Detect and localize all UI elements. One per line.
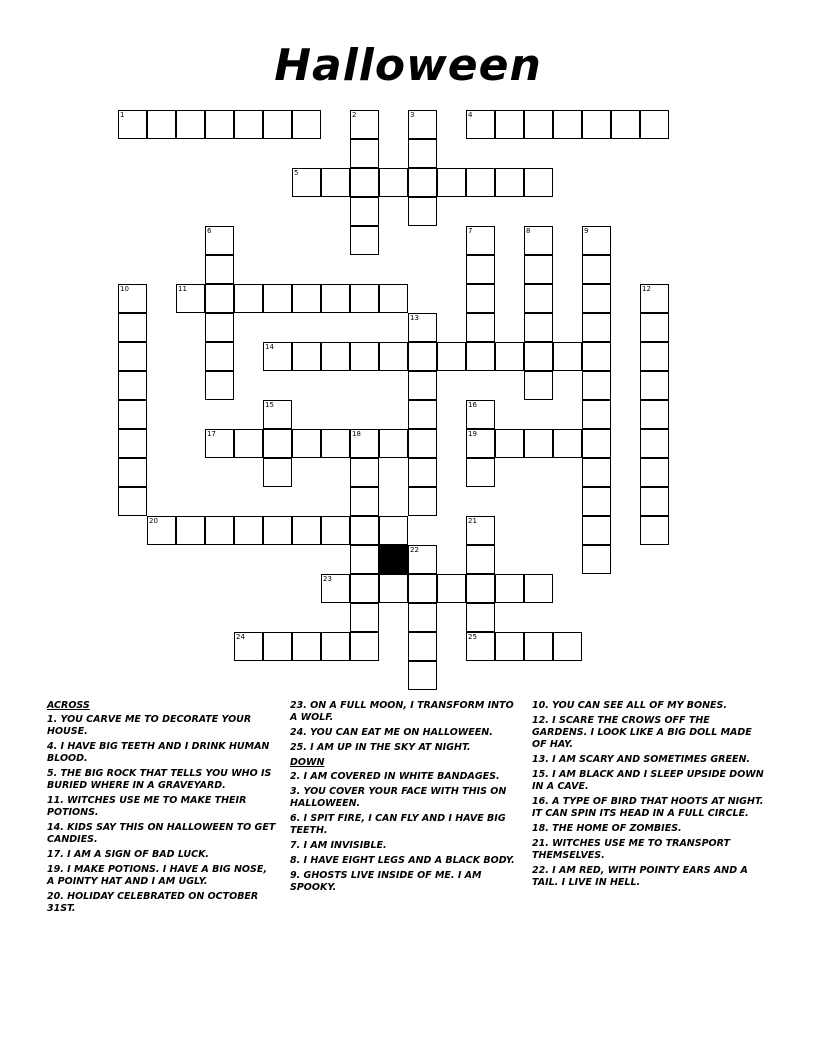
grid-cell[interactable] <box>640 313 669 342</box>
grid-cell[interactable] <box>350 168 379 197</box>
grid-cell[interactable] <box>205 110 234 139</box>
grid-cell[interactable] <box>553 632 582 661</box>
grid-cell[interactable] <box>408 342 437 371</box>
grid-cell[interactable] <box>582 371 611 400</box>
clue-number: 6 <box>207 227 212 235</box>
grid-cell[interactable] <box>553 110 582 139</box>
grid-cell[interactable] <box>263 632 292 661</box>
grid-cell[interactable] <box>350 487 379 516</box>
grid-cell[interactable] <box>495 574 524 603</box>
clue-item: 7. I AM INVISIBLE. <box>290 840 387 851</box>
grid-cell[interactable] <box>582 284 611 313</box>
grid-cell[interactable] <box>408 139 437 168</box>
grid-cell[interactable] <box>640 110 669 139</box>
grid-cell[interactable] <box>292 516 321 545</box>
clue-item: 18. THE HOME OF ZOMBIES. <box>532 823 682 834</box>
clues-column-2 <box>290 700 520 897</box>
clue-item: 10. YOU CAN SEE ALL OF MY BONES. <box>532 700 727 711</box>
grid-cell[interactable] <box>524 284 553 313</box>
grid-cell[interactable] <box>263 458 292 487</box>
grid-cell[interactable] <box>234 110 263 139</box>
clues-column-1 <box>47 700 277 918</box>
grid-cell[interactable] <box>176 516 205 545</box>
grid-cell[interactable] <box>466 545 495 574</box>
grid-cell[interactable] <box>205 342 234 371</box>
clue-item: 1. YOU CARVE ME TO DECORATE YOUR HOUSE. <box>47 714 252 737</box>
grid-cell[interactable] <box>524 342 553 371</box>
clue-number: 17 <box>207 430 216 438</box>
grid-cell[interactable] <box>292 429 321 458</box>
clue-item: 11. WITCHES USE ME TO MAKE THEIR POTIONS. <box>47 795 247 818</box>
grid-cell[interactable] <box>350 342 379 371</box>
clue-item: 23. ON A FULL MOON, I TRANSFORM INTO A WOLF. <box>290 700 514 723</box>
clue-number: 3 <box>410 111 415 119</box>
grid-cell[interactable] <box>437 574 466 603</box>
grid-cell[interactable] <box>321 632 350 661</box>
grid-cell[interactable] <box>640 400 669 429</box>
grid-cell[interactable] <box>408 487 437 516</box>
clue-number: 10 <box>120 285 129 293</box>
grid-cell[interactable] <box>524 168 553 197</box>
grid-cell[interactable] <box>205 284 234 313</box>
clue-number: 4 <box>468 111 473 119</box>
clue-item: 9. GHOSTS LIVE INSIDE OF ME. I AM SPOOKY. <box>290 870 482 893</box>
grid-cell[interactable] <box>582 342 611 371</box>
grid-cell[interactable] <box>118 429 147 458</box>
clue-item: 24. YOU CAN EAT ME ON HALLOWEEN. <box>290 727 493 738</box>
grid-cell[interactable] <box>292 110 321 139</box>
grid-cell[interactable] <box>524 110 553 139</box>
grid-cell[interactable] <box>524 574 553 603</box>
grid-cell[interactable] <box>118 313 147 342</box>
grid-cell[interactable] <box>205 371 234 400</box>
across-clue-list-continued <box>290 700 520 754</box>
clue-number: 18 <box>352 430 361 438</box>
grid-cell[interactable] <box>437 342 466 371</box>
across-heading: ACROSS <box>47 700 90 711</box>
grid-cell[interactable] <box>495 429 524 458</box>
grid-cell[interactable] <box>321 342 350 371</box>
clue-number: 8 <box>526 227 531 235</box>
grid-cell[interactable] <box>640 458 669 487</box>
clue-number: 16 <box>468 401 477 409</box>
grid-cell[interactable] <box>553 429 582 458</box>
grid-cell[interactable] <box>495 632 524 661</box>
grid-cell[interactable] <box>292 284 321 313</box>
clue-number: 9 <box>584 227 589 235</box>
grid-cell[interactable] <box>437 168 466 197</box>
grid-cell[interactable] <box>350 632 379 661</box>
grid-cell[interactable] <box>640 429 669 458</box>
grid-cell[interactable] <box>350 226 379 255</box>
clue-number: 11 <box>178 285 187 293</box>
clue-item: 14. KIDS SAY THIS ON HALLOWEEN TO GET CANDIES. <box>47 822 276 845</box>
grid-cell[interactable] <box>292 342 321 371</box>
clues-column-3 <box>532 700 767 892</box>
grid-cell[interactable] <box>408 400 437 429</box>
grid-cell[interactable] <box>582 458 611 487</box>
clue-item: 12. I SCARE THE CROWS OFF THE GARDENS. I LOOK LIKE A BIG DOLL MADE OF HAY. <box>532 715 752 750</box>
grid-cell[interactable] <box>379 284 408 313</box>
clue-item: 4. I HAVE BIG TEETH AND I DRINK HUMAN BLOOD. <box>47 741 270 764</box>
grid-cell[interactable] <box>234 284 263 313</box>
grid-cell[interactable] <box>234 429 263 458</box>
grid-cell[interactable] <box>582 255 611 284</box>
grid-cell[interactable] <box>466 342 495 371</box>
clue-number: 20 <box>149 517 158 525</box>
clue-number: 5 <box>294 169 299 177</box>
grid-cell[interactable] <box>350 603 379 632</box>
grid-cell[interactable] <box>205 255 234 284</box>
grid-cell[interactable] <box>582 545 611 574</box>
clue-item: 8. I HAVE EIGHT LEGS AND A BLACK BODY. <box>290 855 515 866</box>
grid-cell[interactable] <box>408 458 437 487</box>
grid-cell[interactable] <box>321 429 350 458</box>
grid-cell[interactable] <box>118 487 147 516</box>
clue-number: 21 <box>468 517 477 525</box>
grid-cell[interactable] <box>466 284 495 313</box>
clue-number: 12 <box>642 285 651 293</box>
grid-cell[interactable] <box>321 284 350 313</box>
clue-number: 23 <box>323 575 332 583</box>
grid-cell[interactable] <box>524 255 553 284</box>
grid-cell[interactable] <box>408 429 437 458</box>
clue-item: 6. I SPIT FIRE, I CAN FLY AND I HAVE BIG TEETH. <box>290 813 506 836</box>
grid-cell[interactable] <box>379 574 408 603</box>
clue-item: 25. I AM UP IN THE SKY AT NIGHT. <box>290 742 471 753</box>
clue-item: 15. I AM BLACK AND I SLEEP UPSIDE DOWN IN A CAVE. <box>532 769 764 792</box>
grid-cell[interactable] <box>495 110 524 139</box>
clue-number: 2 <box>352 111 357 119</box>
clue-number: 15 <box>265 401 274 409</box>
grid-cell[interactable] <box>582 400 611 429</box>
clue-number: 22 <box>410 546 419 554</box>
grid-cell[interactable] <box>379 429 408 458</box>
grid-cell[interactable] <box>350 197 379 226</box>
clue-item: 16. A TYPE OF BIRD THAT HOOTS AT NIGHT. IT CAN SPIN ITS HEAD IN A FULL CIRCLE. <box>532 796 764 819</box>
grid-cell[interactable] <box>118 342 147 371</box>
across-clue-list <box>47 714 277 915</box>
grid-cell[interactable] <box>321 516 350 545</box>
grid-cell[interactable] <box>379 168 408 197</box>
grid-cell[interactable] <box>408 603 437 632</box>
clue-item: 3. YOU COVER YOUR FACE WITH THIS ON HALLOWEEN. <box>290 786 507 809</box>
grid-cell[interactable] <box>321 168 350 197</box>
clue-item: 19. I MAKE POTIONS. I HAVE A BIG NOSE, A POINTY HAT AND I AM UGLY. <box>47 864 267 887</box>
grid-cell[interactable] <box>408 632 437 661</box>
grid-cell[interactable] <box>408 168 437 197</box>
grid-cell[interactable] <box>350 516 379 545</box>
grid-cell[interactable] <box>263 284 292 313</box>
grid-cell[interactable] <box>263 429 292 458</box>
clue-number: 14 <box>265 343 274 351</box>
grid-cell[interactable] <box>118 371 147 400</box>
grid-cell[interactable] <box>466 603 495 632</box>
grid-cell[interactable] <box>466 458 495 487</box>
grid-cell[interactable] <box>466 168 495 197</box>
grid-cell[interactable] <box>263 516 292 545</box>
clue-item: 13. I AM SCARY AND SOMETIMES GREEN. <box>532 754 751 765</box>
clue-item: 17. I AM A SIGN OF BAD LUCK. <box>47 849 210 860</box>
grid-cell[interactable] <box>553 342 582 371</box>
grid-cell[interactable] <box>640 516 669 545</box>
grid-cell[interactable] <box>582 487 611 516</box>
grid-cell[interactable] <box>640 342 669 371</box>
grid-cell[interactable] <box>350 574 379 603</box>
grid-cell[interactable] <box>466 574 495 603</box>
grid-cell[interactable] <box>350 458 379 487</box>
grid-cell[interactable] <box>176 110 205 139</box>
grid-cell[interactable] <box>640 487 669 516</box>
page-title: Halloween <box>274 40 542 91</box>
grid-cell[interactable] <box>263 110 292 139</box>
grid-cell[interactable] <box>408 197 437 226</box>
down-heading: DOWN <box>290 757 325 768</box>
grid-cell[interactable] <box>495 342 524 371</box>
down-clue-list <box>290 771 520 894</box>
clue-number: 13 <box>410 314 419 322</box>
grid-cell[interactable] <box>524 313 553 342</box>
clue-number: 25 <box>468 633 477 641</box>
grid-cell[interactable] <box>582 516 611 545</box>
grid-cell[interactable] <box>640 371 669 400</box>
clue-number: 24 <box>236 633 245 641</box>
down-clue-list-continued <box>532 700 767 889</box>
grid-cell[interactable] <box>408 661 437 690</box>
grid-cell[interactable] <box>118 400 147 429</box>
grid-cell[interactable] <box>234 516 263 545</box>
clue-number: 19 <box>468 430 477 438</box>
grid-cell[interactable] <box>466 255 495 284</box>
grid-cell[interactable] <box>611 110 640 139</box>
grid-cell[interactable] <box>205 313 234 342</box>
clue-number: 7 <box>468 227 473 235</box>
grid-cell[interactable] <box>582 110 611 139</box>
grid-cell[interactable] <box>350 284 379 313</box>
grid-cell[interactable] <box>379 342 408 371</box>
grid-cell[interactable] <box>408 371 437 400</box>
grid-cell[interactable] <box>350 545 379 574</box>
clue-item: 22. I AM RED, WITH POINTY EARS AND A TAIL. I LIVE IN HELL. <box>532 865 748 888</box>
clue-item: 21. WITCHES USE ME TO TRANSPORT THEMSELVES. <box>532 838 731 861</box>
grid-cell[interactable] <box>466 313 495 342</box>
grid-cell[interactable] <box>350 139 379 168</box>
grid-cell[interactable] <box>582 313 611 342</box>
grid-cell[interactable] <box>379 516 408 545</box>
grid-cell[interactable] <box>524 371 553 400</box>
clue-number: 1 <box>120 111 125 119</box>
clue-item: 5. THE BIG ROCK THAT TELLS YOU WHO IS BURIED WHERE IN A GRAVEYARD. <box>47 768 272 791</box>
clue-item: 2. I AM COVERED IN WHITE BANDAGES. <box>290 771 500 782</box>
grid-cell[interactable] <box>495 168 524 197</box>
black-cell <box>379 545 408 574</box>
grid-cell[interactable] <box>205 516 234 545</box>
clue-item: 20. HOLIDAY CELEBRATED ON OCTOBER 31ST. <box>47 891 259 914</box>
grid-cell[interactable] <box>524 429 553 458</box>
grid-cell[interactable] <box>147 110 176 139</box>
grid-cell[interactable] <box>524 632 553 661</box>
grid-cell[interactable] <box>292 632 321 661</box>
grid-cell[interactable] <box>118 458 147 487</box>
grid-cell[interactable] <box>408 574 437 603</box>
grid-cell[interactable] <box>582 429 611 458</box>
